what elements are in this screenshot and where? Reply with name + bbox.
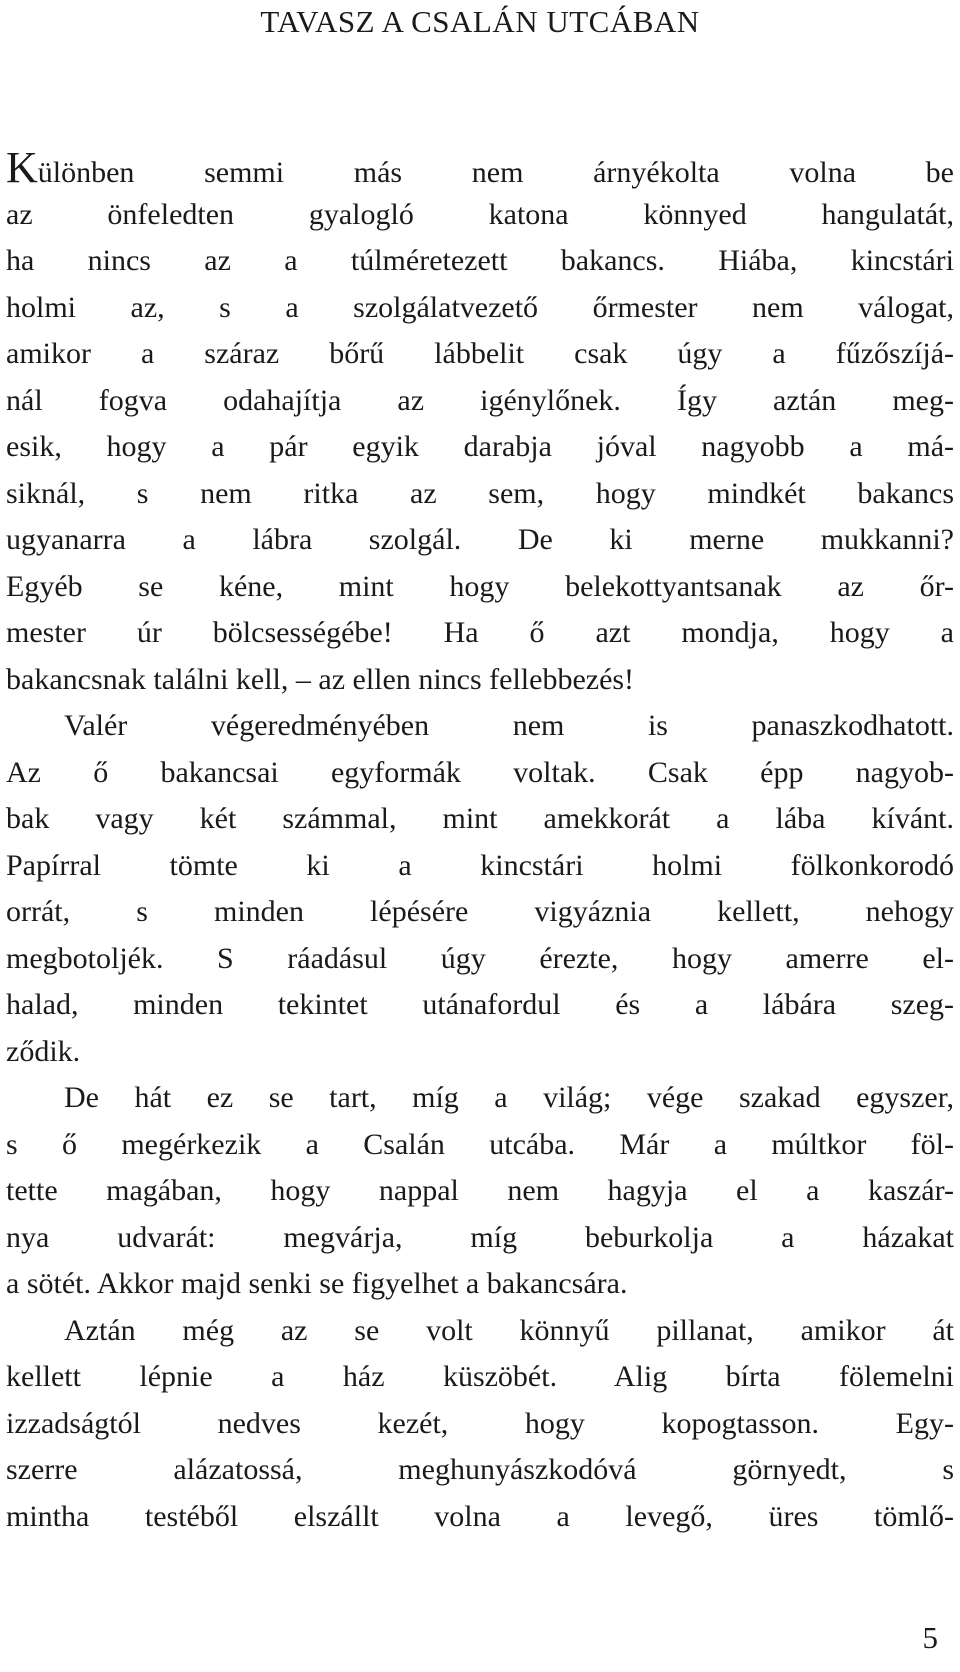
- text-line: ha nincs az a túlméretezett bakancs. Hiába, kincstári: [6, 244, 954, 277]
- text-line: Egyéb se kéne, mint hogy belekottyantsanak az őr-: [6, 569, 954, 603]
- text-line: szerre alázatossá, meghunyászkodóvá görnyedt, s: [6, 1453, 954, 1486]
- text-line: nál fogva odahajítja az igénylőnek. Így aztán meg-: [6, 383, 954, 417]
- text-line: megbotoljék. S ráadásul úgy érezte, hogy amerre el-: [6, 941, 954, 975]
- page-number: 5: [922, 1620, 938, 1655]
- text-line: Az ő bakancsai egyformák voltak. Csak épp nagyob-: [6, 755, 954, 789]
- text-line: De hát ez se tart, míg a világ; vége szakad egyszer,: [64, 1081, 954, 1114]
- text-line: amikor a száraz bőrű lábbelit csak úgy a fűzőszíjá-: [6, 337, 954, 370]
- text-line: az önfeledten gyalogló katona könnyed hangulatát,: [6, 197, 954, 231]
- text-line: mester úr bölcsességébe! Ha ő azt mondja, hogy a: [6, 616, 954, 649]
- text-line: a sötét. Akkor majd senki se figyelhet a bakancsára.: [6, 1267, 628, 1300]
- text-line: s ő megérkezik a Csalán utcába. Már a múltkor föl-: [6, 1127, 954, 1161]
- text-line: tette magában, hogy nappal nem hagyja el a kaszár-: [6, 1174, 954, 1207]
- text-line-content: ülönben semmi más nem árnyékolta volna be: [37, 156, 954, 189]
- text-line: kellett lépnie a ház küszöbét. Alig bírta fölemelni: [6, 1360, 954, 1393]
- text-line: Papírral tömte ki a kincstári holmi fölkonkorodó: [6, 848, 954, 882]
- text-line: Valér végeredményében nem is panaszkodhatott.: [64, 709, 954, 742]
- text-line: esik, hogy a pár egyik darabja jóval nagyobb a má-: [6, 430, 954, 463]
- text-line: holmi az, s a szolgálatvezető őrmester nem válogat,: [6, 290, 954, 324]
- text-line: halad, minden tekintet utánafordul és a lábára szeg-: [6, 988, 954, 1021]
- text-line: ződik.: [6, 1034, 81, 1068]
- text-line: orrát, s minden lépésére vigyáznia kellett, nehogy: [6, 895, 954, 928]
- text-line: ugyanarra a lábra szolgál. De ki merne mukkanni?: [6, 523, 954, 556]
- body-text: [6, 145, 954, 1540]
- text-line: bakancsnak találni kell, – az ellen nincs fellebbezés!: [6, 662, 635, 696]
- text-line: mintha testéből elszállt volna a levegő, üres tömlő-: [6, 1499, 954, 1533]
- text-line: siknál, s nem ritka az sem, hogy mindkét bakancs: [6, 476, 954, 510]
- text-line: bak vagy két számmal, mint amekkorát a lába kívánt.: [6, 802, 954, 835]
- chapter-title: TAVASZ A CSALÁN UTCÁBAN: [260, 4, 700, 39]
- text-line: [6, 145, 954, 192]
- text-line: Aztán még az se volt könnyű pillanat, amikor át: [64, 1313, 954, 1347]
- text-line: nya udvarát: megvárja, míg beburkolja a házakat: [6, 1220, 954, 1254]
- text-line: izzadságtól nedves kezét, hogy kopogtasson. Egy-: [6, 1406, 954, 1440]
- drop-cap: K: [6, 143, 38, 192]
